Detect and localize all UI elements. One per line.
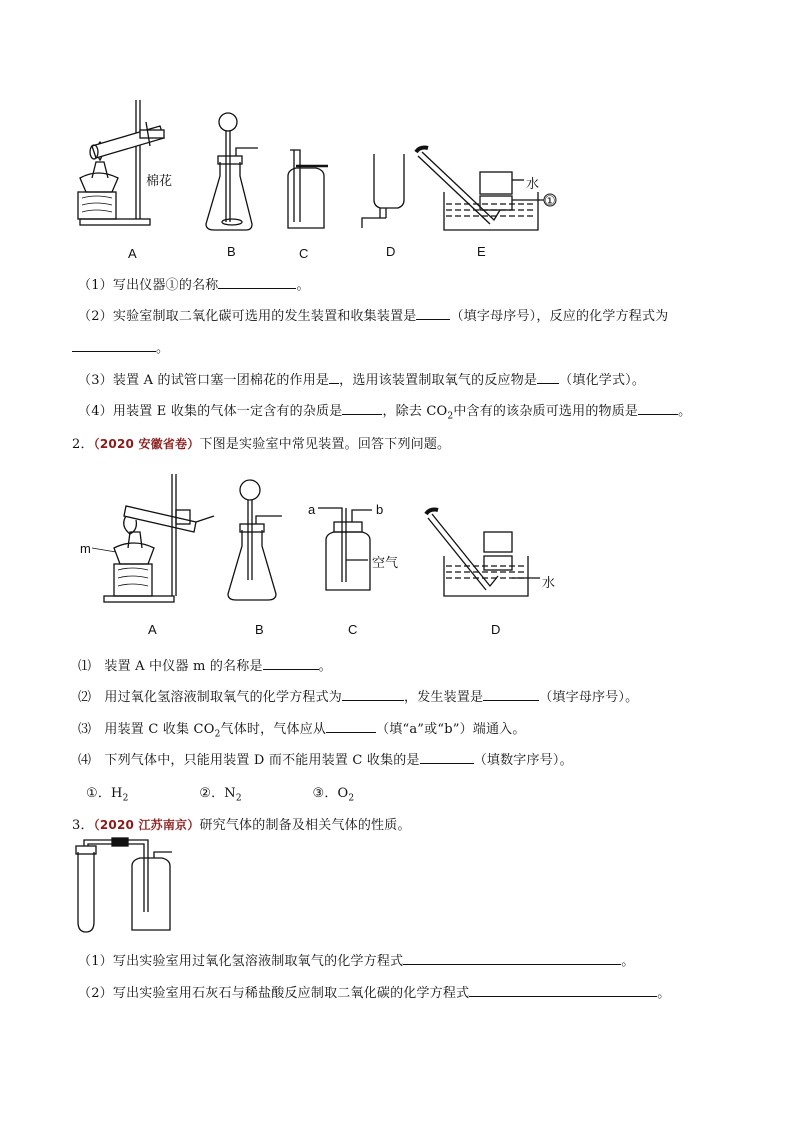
q2-option-1-sub: 2 [122, 793, 129, 804]
fig2-label-c: C [348, 622, 358, 637]
fig2-label-b: B [255, 622, 264, 637]
q3-blank-1[interactable] [403, 952, 621, 965]
q1-part4-text-b: ，除去 CO [382, 404, 448, 419]
q2-source: （2020 安徽省卷） [93, 437, 200, 451]
air-label: 空气 [372, 555, 399, 570]
circle-one-label: ① [544, 193, 556, 208]
q3-part1-text: （1）写出实验室用过氧化氢溶液制取氧气的化学方程式 [78, 954, 404, 969]
q1-part2-end: （填字母序号），反应的化学方程式为 [450, 309, 669, 324]
q2-option-2-sub: 2 [235, 793, 242, 804]
q3-source: （2020 江苏南京） [93, 818, 200, 832]
q1-part2b-end: 。 [156, 341, 170, 356]
q2-part4-text: ⑷ 下列气体中，只能用装置 D 而不能用装置 C 收集的是 [78, 753, 420, 768]
q2-option-1-text: ①．H [86, 786, 123, 801]
q1-part4-text: （4）用装置 E 收集的气体一定含有的杂质是 [78, 404, 343, 419]
q2-stem: 下图是实验室中常见装置。回答下列问题。 [199, 437, 451, 452]
m-label: m [80, 541, 91, 556]
fig1-label-a: A [128, 246, 137, 261]
fig1-label-e: E [477, 244, 486, 259]
q2-part4-end: （填数字序号）。 [473, 753, 573, 768]
q1-part3-text: （3）装置 A 的试管口塞一团棉花的作用是 [78, 373, 330, 388]
a-label: a [308, 502, 316, 517]
q2-part2-text: ⑵ 用过氧化氢溶液制取氧气的化学方程式为 [78, 690, 343, 705]
q3-part2-end: 。 [657, 986, 671, 1001]
q2-part3-text: ⑶ 用装置 C 收集 CO [78, 722, 215, 737]
q2-number: 2． [72, 437, 94, 452]
q1-part4-end: 。 [678, 404, 692, 419]
q2-part3-text-b: 气体时，气体应从 [220, 722, 327, 737]
q3-part1-end: 。 [621, 954, 635, 969]
q3-part2-text: （2）写出实验室用石灰石与稀盐酸反应制取二氧化碳的化学方程式 [78, 986, 470, 1001]
q1-part3-text-b: ，选用该装置制取氧气的反应物是 [339, 373, 538, 388]
q2-part3-sub: 2 [214, 729, 221, 740]
water-label-d: 水 [542, 575, 556, 590]
fig2-label-d: D [491, 622, 501, 637]
b-label: b [376, 502, 384, 517]
q3-part1 [78, 950, 634, 969]
water-label-e: 水 [526, 176, 540, 191]
q3-stem: 研究气体的制备及相关气体的性质。 [199, 818, 411, 833]
q3-blank-2[interactable] [469, 984, 657, 997]
q1-part4-text-c: 中含有的该杂质可选用的物质是 [453, 404, 639, 419]
q2-part3-end: （填“a”或“b”）端通入。 [376, 722, 526, 737]
fig1-label-b: B [227, 244, 236, 259]
q3-part2 [78, 982, 670, 1001]
q2-part2-text-b: ，发生装置是 [404, 690, 484, 705]
q2-option-2-text: ②．N [199, 786, 236, 801]
cotton-label: 棉花 [146, 173, 173, 188]
q2-option-3-text: ③．O [312, 786, 349, 801]
q1-part3-end: （填化学式）。 [559, 373, 646, 388]
q2-part2-end: （填字母序号）。 [539, 690, 639, 705]
q3-number: 3． [72, 818, 94, 833]
q1-part1-end: 。 [296, 278, 310, 293]
q2-part1-end: 。 [318, 659, 332, 674]
fig1-label-d: D [386, 244, 396, 259]
q1-part2-text: （2）实验室制取二氧化碳可选用的发生装置和收集装置是 [78, 309, 417, 324]
q2-option-3-sub: 2 [348, 793, 355, 804]
fig2-label-a: A [148, 622, 157, 637]
q2-part1-text: ⑴ 装置 A 中仪器 m 的名称是 [78, 659, 263, 674]
q1-part1-text: （1）写出仪器①的名称 [78, 278, 219, 293]
q1-part4-sub: 2 [447, 411, 454, 422]
fig1-label-c: C [299, 246, 309, 261]
